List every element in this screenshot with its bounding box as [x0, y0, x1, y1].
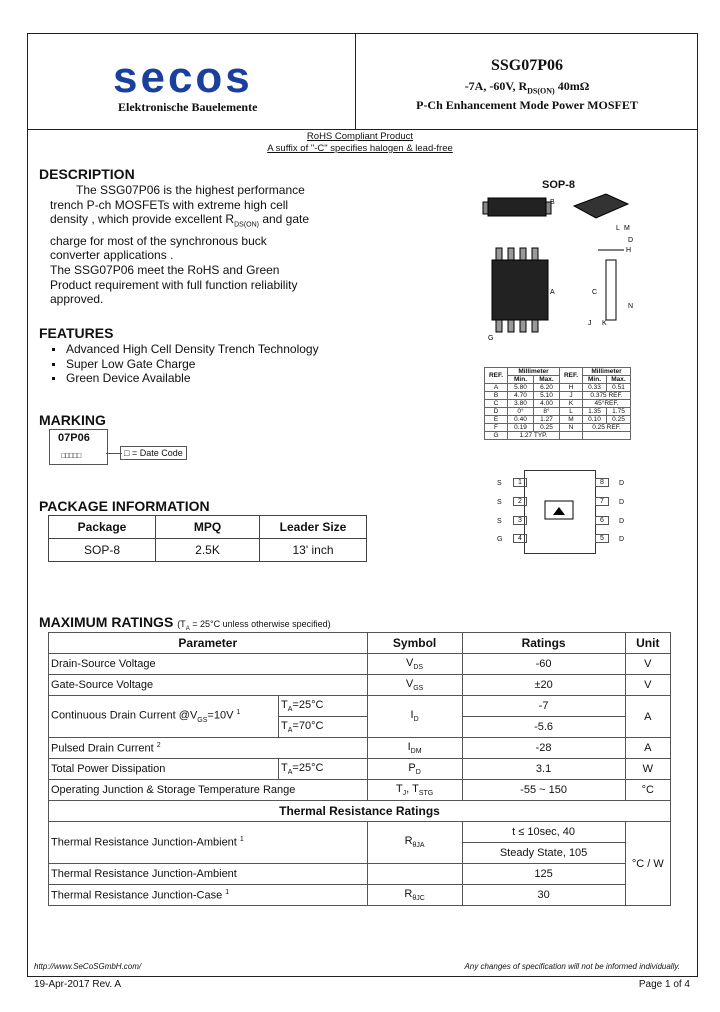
footer-url[interactable]: http://www.SeCoSGmbH.com/ — [34, 962, 142, 971]
pin-label: D — [619, 536, 625, 543]
max-ratings-table: Parameter Symbol Ratings Unit Drain-Source Voltage $V_{DS}$ -60 V Gate-Source Voltage $V_{GS}$ ±20 V Continuous Drain Current $@V_{GS}=10V$ $^1$ $T_A=25^\circ C$ $I_D$ -7 A $T_A=70^\circ C$ -5.6 Pulsed Drain Current $^2$ $I_{DM}$ -28 A Total Power Dissipation $T_A=25^\circ C$ $P_D$ 3.1 W Operating Junction & Storage Temperature Range $T_J$, $T_{STG}$ -55 ~ 150 °C Thermal Resistance Ratings Thermal Resistance Junction-Ambient $^1$ $R_{\theta JA}$ t ≤ 10sec, 40 °C / W Steady State, 105 Thermal Resistance Junction-Ambient 125 Thermal Resistance Junction-Case $^1$ $R_{\theta JC}$ 30 — [48, 632, 671, 906]
pin-number: 8 — [595, 478, 609, 487]
table-row: Continuous Drain Current $@V_{GS}=10V$ $^1$ $T_A=25^\circ C$ $I_D$ -7 A — [49, 696, 671, 717]
pin-label: D — [619, 518, 625, 525]
page-number: Page 1 of 4 — [638, 979, 690, 990]
pin-number: 3 — [513, 516, 527, 525]
table-row: Gate-Source Voltage $V_{GS}$ ±20 V — [49, 675, 671, 696]
company-tagline: Elektronische Bauelemente — [118, 100, 258, 114]
pin-number: 2 — [513, 497, 527, 506]
sop8-outline-drawing — [478, 190, 648, 350]
date-code-note: □ = Date Code — [120, 446, 187, 460]
features-list — [50, 342, 319, 386]
description-text: The SSG07P06 is the highest performance trench P-ch MOSFETs with extreme high cell density , which provide excellent $R_{DS(ON)}$ and gate charge for most of the synchronous buck converter applications . The SSG07P06 meet the RoHS and Green Product requirement with full function reliability approved. — [50, 183, 310, 307]
pin-number: 6 — [595, 516, 609, 525]
rohs-note: RoHS Compliant Product A suffix of "-C" specifies halogen & lead-free — [267, 131, 453, 154]
svg-text:G: G — [488, 335, 494, 342]
description-title: DESCRIPTION — [39, 166, 135, 182]
pin-number: 7 — [595, 497, 609, 506]
part-type: P-Ch Enhancement Mode Power MOSFET — [416, 98, 638, 113]
svg-text:M: M — [624, 225, 630, 232]
header-bottom-rule — [27, 129, 698, 130]
svg-text:H: H — [626, 247, 632, 254]
table-row: Steady State, 105 — [49, 843, 671, 864]
svg-text:A: A — [550, 289, 555, 296]
table-row: Thermal Resistance Ratings — [49, 801, 671, 822]
max-ratings-title: MAXIMUM RATINGS ($T_A = 25^\circ C$ unless otherwise specified) — [39, 614, 331, 632]
svg-text:C: C — [592, 289, 598, 296]
marking-diagram — [49, 429, 108, 465]
features-title: FEATURES — [39, 325, 114, 341]
footer-notice: Any changes of specification will not be informed individually. — [464, 962, 680, 971]
pin-number: 4 — [513, 534, 527, 543]
feature-item: Advanced High Cell Density Trench Technology — [50, 342, 319, 357]
marking-code: 07P06 — [58, 432, 90, 444]
svg-text:K: K — [602, 320, 607, 327]
date-code-boxes: □□□□□ — [61, 451, 81, 460]
table-row: Drain-Source Voltage $V_{DS}$ -60 V — [49, 654, 671, 675]
svg-text:B: B — [550, 199, 555, 206]
table-row: Pulsed Drain Current $^2$ $I_{DM}$ -28 A — [49, 738, 671, 759]
package-info-title: PACKAGE INFORMATION — [39, 498, 210, 514]
marking-title: MARKING — [39, 412, 106, 428]
pin-label: S — [497, 480, 502, 487]
feature-item: Green Device Available — [50, 371, 319, 386]
table-row: Operating Junction & Storage Temperature Range $T_J$, $T_{STG}$ -55 ~ 150 °C — [49, 780, 671, 801]
table-row: Thermal Resistance Junction-Ambient $^1$ $R_{\theta JA}$ t ≤ 10sec, 40 °C / W — [49, 822, 671, 843]
package-table: Package MPQ Leader Size SOP-8 2.5K 13' inch — [48, 515, 367, 562]
pin-number: 5 — [595, 534, 609, 543]
svg-text:J: J — [588, 320, 592, 327]
table-row: Thermal Resistance Junction-Ambient 125 — [49, 864, 671, 885]
pinout-diagram — [489, 470, 629, 560]
pin-label: G — [497, 536, 503, 543]
table-row: Total Power Dissipation $T_A=25^\circ C$ $P_D$ 3.1 W — [49, 759, 671, 780]
svg-text:D: D — [628, 237, 634, 244]
table-row: Thermal Resistance Junction-Case $^1$ $R_{\theta JC}$ 30 — [49, 885, 671, 906]
revision-date: 19-Apr-2017 Rev. A — [34, 979, 122, 990]
pin-number: 1 — [513, 478, 527, 487]
svg-text:L: L — [616, 225, 620, 232]
feature-item: Super Low Gate Charge — [50, 357, 319, 372]
pin-label: S — [497, 499, 502, 506]
svg-text:N: N — [628, 303, 634, 310]
sop8-title: SOP-8 — [542, 179, 576, 191]
dimensions-table: REF. Millimeter REF. Millimeter Min. Max. Min. Max. A 5.80 6.20 H 0.33 0.51 B 4.70 5.10 J 0.375 REF. C 3.80 4.00 K 45°REF. D 0° 8° L 1.35 1.75 E 0.40 1.27 M 0.10 0.25 F 0.19 0.25 N 0.25 REF. G 1.27 TYP. — [484, 367, 631, 440]
company-logo: secos — [113, 53, 253, 102]
part-number: SSG07P06 — [490, 57, 563, 74]
pin-label: D — [619, 480, 625, 487]
pin-label: D — [619, 499, 625, 506]
table-row: $T_A=70^\circ C$ -5.6 — [49, 717, 671, 738]
pin-label: S — [497, 518, 502, 525]
part-spec: -7A, -60V, $R_{DS(ON)}$ 40mΩ P-Ch Enhancement Mode Power MOSFET — [416, 79, 638, 113]
